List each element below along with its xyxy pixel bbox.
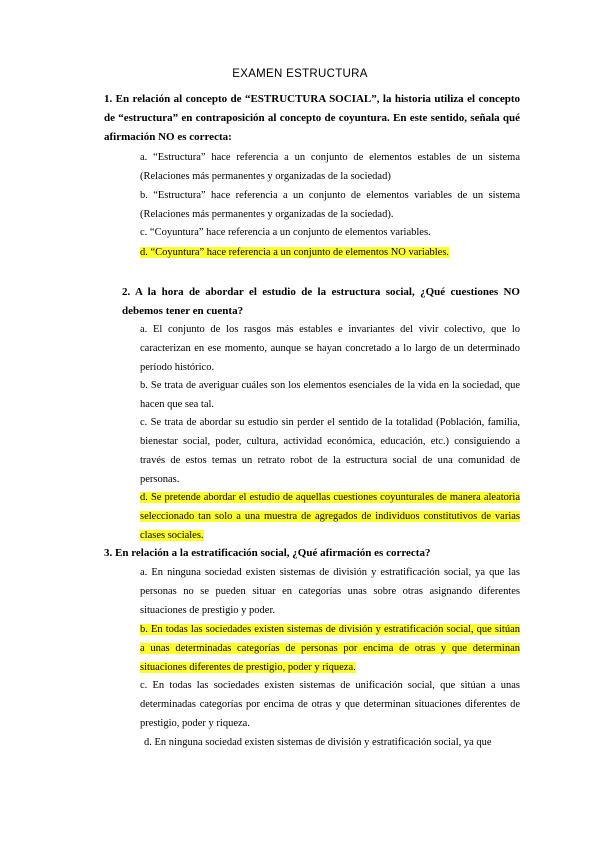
highlight: d. “Coyuntura” hace referencia a un conjunto de elementos NO variables. [140, 247, 450, 258]
question-2-option-b: b. Se trata de averiguar cuáles son los elementos esenciales de la vida en la sociedad, que hacen que sea tal. [140, 380, 520, 410]
exam-title: EXAMEN ESTRUCTURA [232, 68, 368, 80]
question-3-stem: 3. En relación a la estratificación social, ¿Qué afirmación es correcta? [104, 547, 431, 559]
highlight: d. Se pretende abordar el estudio de aquellas cuestiones coyunturales de manera aleatoria seleccionado tan solo a una muestra de agregados de individuos constitutivos de varias clases sociales. [140, 492, 520, 541]
question-1-option-c: c. “Coyuntura” hace referencia a un conjunto de elementos variables. [140, 227, 431, 238]
highlight: b. En todas las sociedades existen sistemas de división y estratificación social, que sitúan a unas determinadas categorías de personas por encima de otras y que determinan situaciones diferentes de prestigio, poder y riqueza. [140, 624, 520, 673]
question-3-option-d: d. En ninguna sociedad existen sistemas de división y estratificación social, ya que [144, 737, 492, 748]
question-1-option-d [140, 243, 520, 262]
question-3-option-c: c. En todas las sociedades existen sistemas de unificación social, que sitúan a unas determinadas categorías por encima de otras y que determinan situaciones diferentes de prestigio, poder y riqueza. [140, 680, 520, 729]
question-2-option-d [140, 488, 520, 545]
question-2-option-a: a. El conjunto de los rasgos más estables e invariantes del vivir colectivo, que lo caracterizan en ese momento, aunque se hayan concretado a lo largo de un determinado período histórico. [140, 324, 520, 373]
question-2-stem: 2. A la hora de abordar el estudio de la estructura social, ¿Qué cuestiones NO debemos tener en cuenta? [122, 286, 520, 317]
question-1-option-a: a. “Estructura” hace referencia a un conjunto de elementos estables de un sistema (Relaciones más permanentes y organizadas de la sociedad) [140, 152, 520, 182]
question-3-option-b [140, 620, 520, 677]
question-1-option-b: b. “Estructura” hace referencia a un conjunto de elementos variables de un sistema (Relaciones más permanentes y organizadas de la sociedad). [140, 190, 520, 220]
question-3-option-a: a. En ninguna sociedad existen sistemas de división y estratificación social, ya que las personas no se pueden situar en categorías unas sobre otras asignando diferentes situaciones de prestigio y poder. [140, 567, 520, 616]
question-1-stem: 1. En relación al concepto de “ESTRUCTURA SOCIAL”, la historia utiliza el concepto de “estructura” en contraposición al concepto de coyuntura. En este sentido, señala qué afirmación NO es correcta: [104, 93, 520, 143]
question-2-option-c: c. Se trata de abordar su estudio sin perder el sentido de la totalidad (Población, familia, bienestar social, poder, cultura, actividad económica, educación, etc.) consiguiendo a través de estos temas un retrato robot de la estructura social de una comunidad de personas. [140, 417, 520, 485]
